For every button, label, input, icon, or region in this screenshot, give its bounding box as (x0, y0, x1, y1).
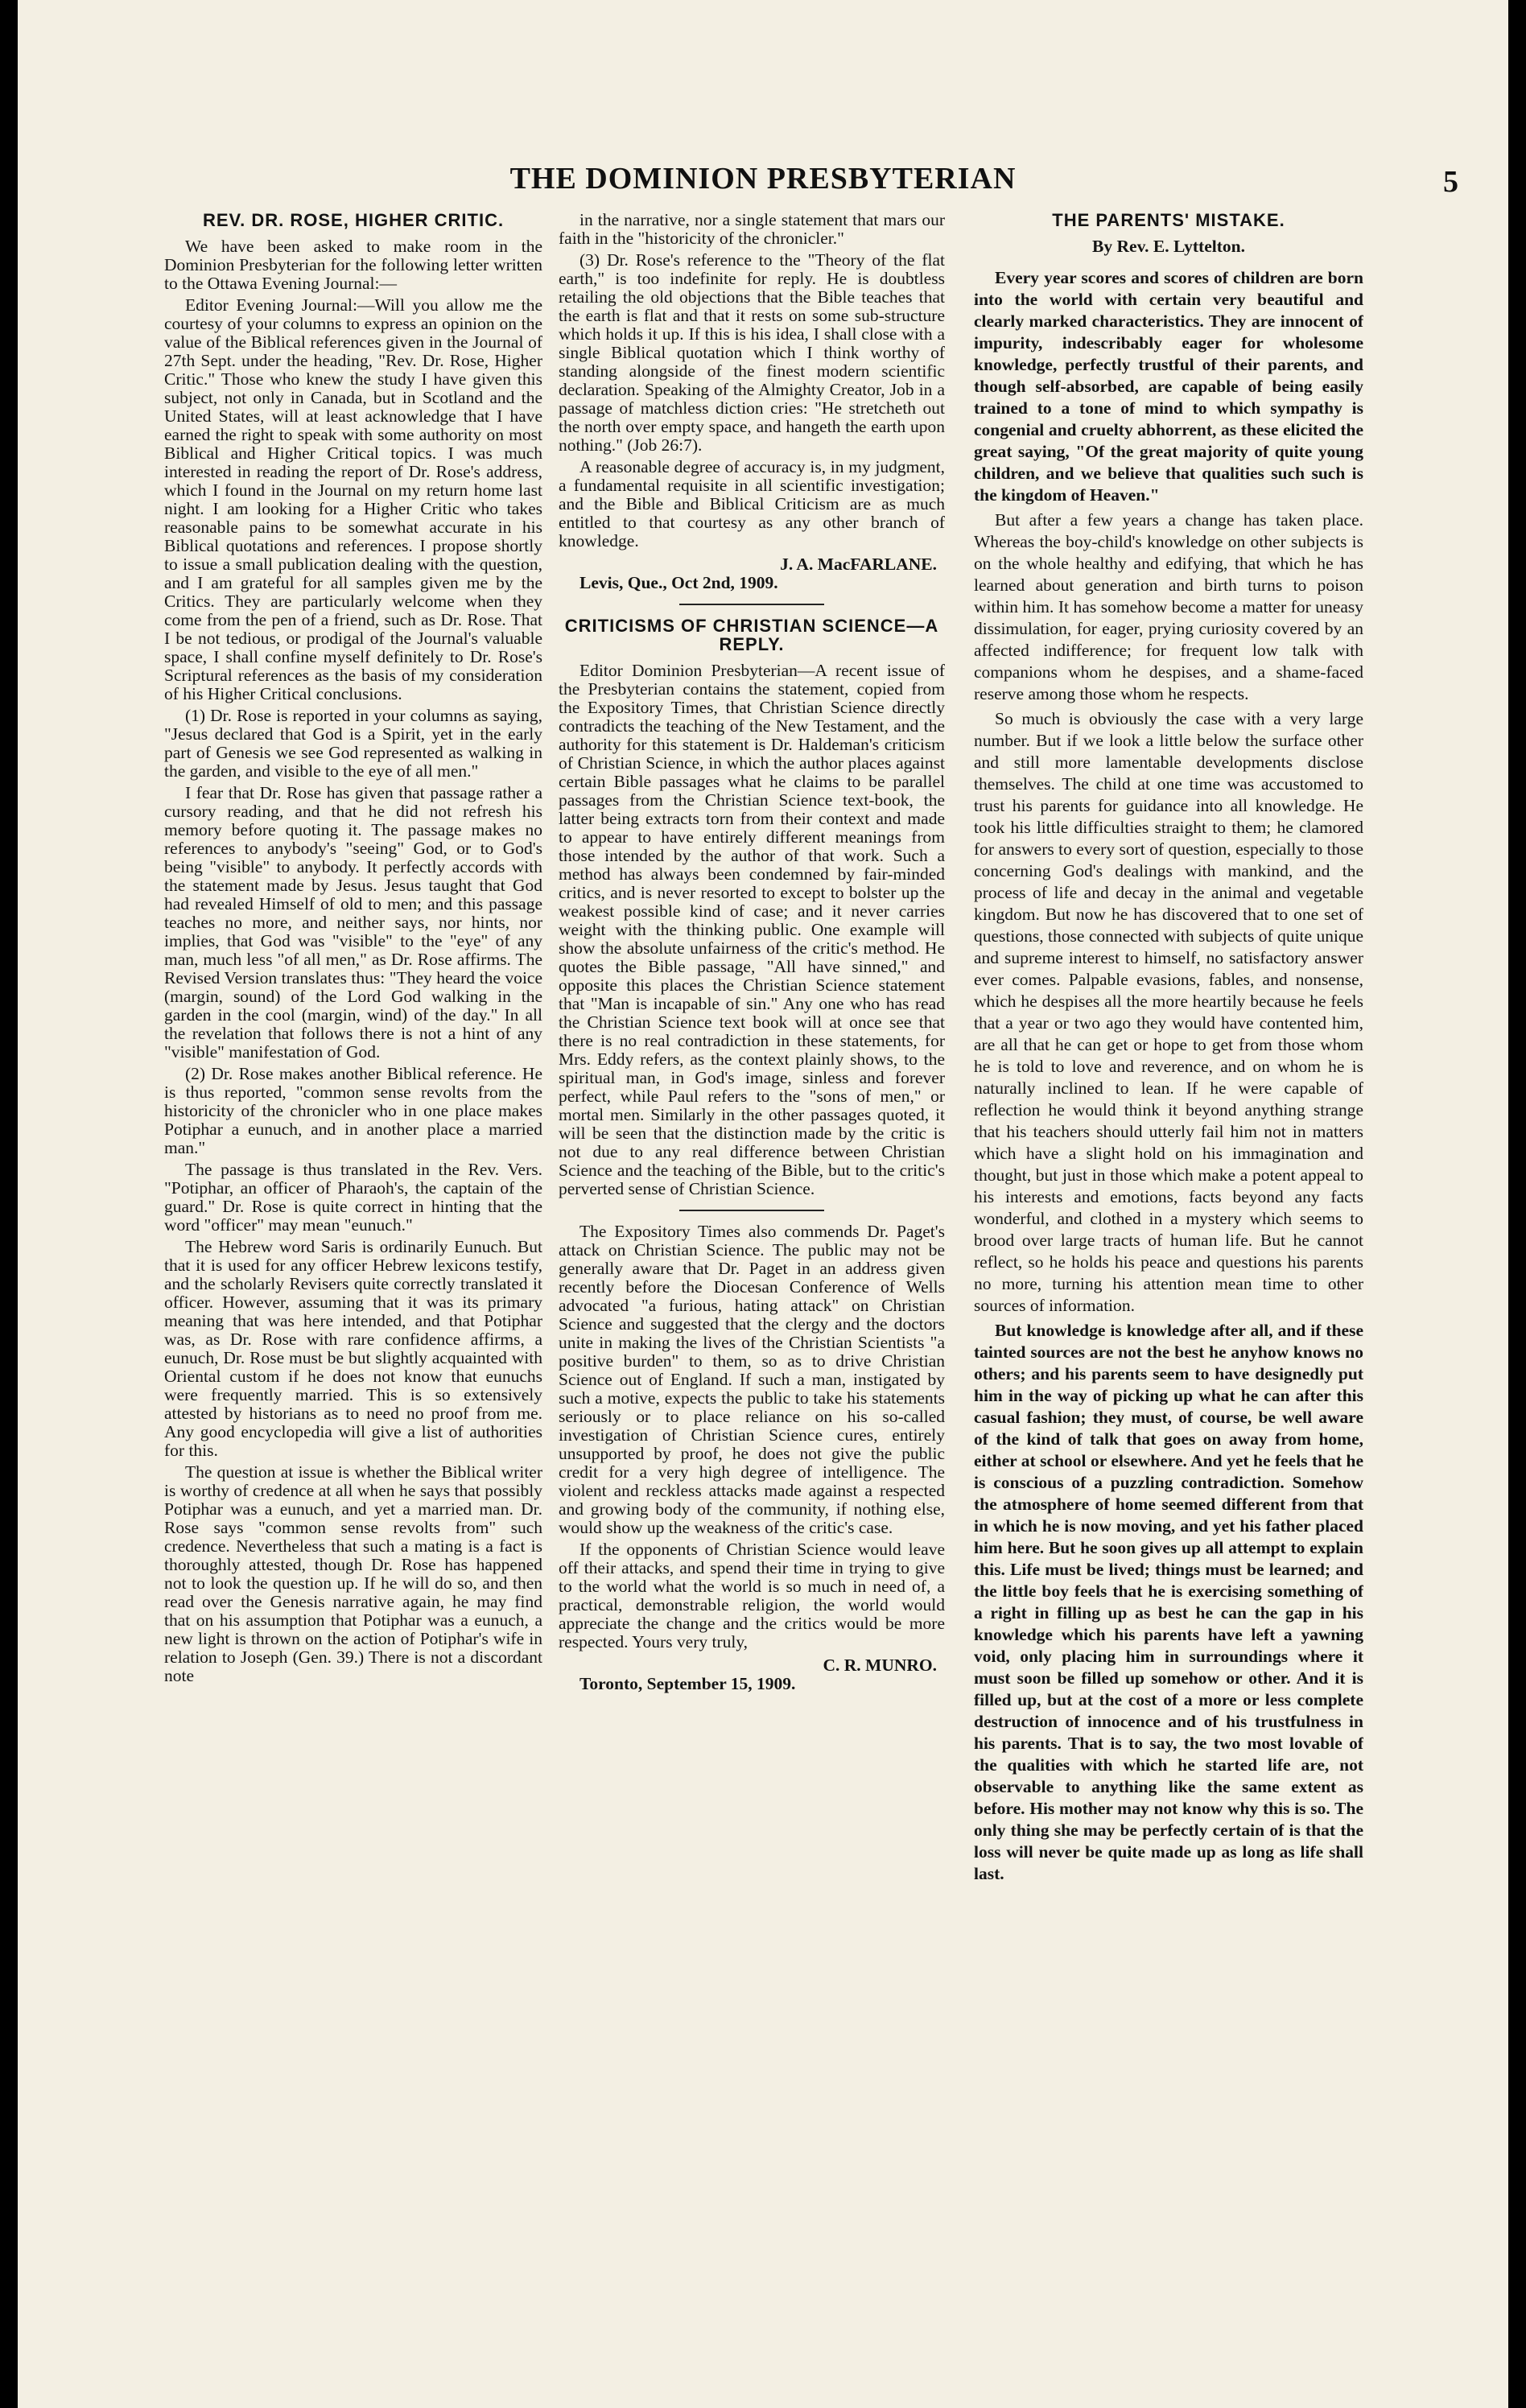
signature-macfarlane: J. A. MacFARLANE. (780, 555, 937, 574)
article-heading-parents-mistake: THE PARENTS' MISTAKE. (1052, 211, 1285, 230)
paragraph: I fear that Dr. Rose has given that passage rather a cursory reading, and that he did not refresh his memory before quoting it. The passage makes no references to anybody's "seeing" God, or to God's being "visible" to anybody. It perfectly accords with the statement made by Jesus. Jesus taught that God had revealed Himself of old to men; and this passage teaches no more, and neither says, nor hints, nor implies, that God was "visible" to the "eye" of any man, much less "of all men," as Dr. Rose affirms. The Revised Version translates thus: "They heard the voice (margin, sound) of the Lord God walking in the garden in the cool (margin, wind) of the day." In all the revelation that follows there is not a hint of any "visible" manifestation of God. (164, 783, 542, 1062)
dateline-levis: Levis, Que., Oct 2nd, 1909. (579, 573, 778, 592)
masthead: THE DOMINION PRESBYTERIAN (509, 162, 1017, 196)
paragraph: (2) Dr. Rose makes another Biblical reference. He is thus reported, "common sense revolts from the historicity of the chronicler who in one place makes Potiphar a eunuch, and in another place a married man." (164, 1064, 542, 1157)
paragraph: Editor Evening Journal:—Will you allow me the courtesy of your columns to express an opinion on the value of the Biblical references given in the Journal of 27th Sept. under the heading, "Rev. Dr. Rose, Higher Critic." Those who knew the study I have given this subject, not only in Canada, but in Scotland and the United States, will at least acknowledge that I have earned the right to speak with some authority on most Biblical and Higher Critical topics. I was much interested in reading the report of Dr. Rose's address, which I found in the Journal on my return home last night. I am looking for a Higher Critic who takes reasonable pains to be somewhat accurate in his Biblical quotations and references. I propose shortly to issue a small publication dealing with the question, and I am grateful for all samples given me by the Critics. They are particularly welcome when they come from the pen of a friend, such as Dr. Rose. That I be not tedious, or prodigal of the Journal's valuable space, I shall confine myself definitely to Dr. Rose's Scriptural references as the basis of my consideration of his Higher Critical conclusions. (164, 295, 542, 703)
paragraph: Every year scores and scores of children are born into the world with certain very beautiful and clearly marked characteristics. They are innocent of impurity, indescribably eager for wholesome knowledge, perfectly trustful of their parents, and though self-absorbed, are capable of being easily trained to a tone of mind to which sympathy is congenial and cruelty abhorrent, as these elicited the great saying, "Of the great majority of quite young children, and we believe that qualities such such is the kingdom of Heaven." (974, 268, 1363, 505)
newspaper-page (18, 0, 1508, 2408)
paragraph: The question at issue is whether the Biblical writer is worthy of credence at all when he says that possibly Potiphar was a eunuch, and yet a married man. Dr. Rose says "common sense revolts from" such credence. Nevertheless that such a mating is a fact is thoroughly attested, though Dr. Rose has happened not to look the question up. If he will do so, and then read over the Genesis narrative again, he may find that on his assumption that Potiphar was a eunuch, a new light is thrown on the action of Potiphar's wife in relation to Joseph (Gen. 39.) There is not a discordant note (164, 1462, 542, 1685)
byline: By Rev. E. Lyttelton. (1092, 237, 1245, 256)
paragraph: If the opponents of Christian Science would leave off their attacks, and spend their time in trying to give to the world what the world is so much in need of, a practical, demonstrable religion, the world would appreciate the change and the critics would be more respected. Yours very truly, (559, 1540, 945, 1651)
paragraph: in the narrative, nor a single statement that mars our faith in the "historicity of the chronicler." (559, 211, 945, 248)
article-heading-christian-science: CRITICISMS OF CHRISTIAN SCIENCE—A REPLY. (564, 616, 939, 654)
paragraph: We have been asked to make room in the Dominion Presbyterian for the following letter written to the Ottawa Evening Journal:— (164, 237, 542, 293)
section-divider (679, 604, 824, 605)
column-2 (559, 211, 945, 2384)
paragraph: (1) Dr. Rose is reported in your columns as saying, "Jesus declared that God is a Spirit, yet in the early part of Genesis we see God represented as walking in the garden, and visible to the eye of all men." (164, 706, 542, 781)
paragraph: A reasonable degree of accuracy is, in my judgment, a fundamental requisite in all scientific investigation; and the Bible and Biblical Criticism are as much entitled to that courtesy as any other branch of knowledge. (559, 457, 945, 550)
paragraph: The Expository Times also commends Dr. Paget's attack on Christian Science. The public may not be generally aware that Dr. Paget in an address given recently before the Diocesan Conference of Wells advocated "a furious, hating attack" on Christian Science and suggested that the clergy and the doctors unite in making the lives of the Christian Scientists "a positive burden" to them, so as to drive Christian Science out of England. If such a man, instigated by such a motive, expects the public to take his statements seriously or to place reliance on his so-called investigation of Christian Science cures, entirely unsupported by proof, he does not give the public credit for a very high degree of intelligence. The violent and reckless attacks made against a respected and growing body of the community, if nothing else, would show up the weakness of the critic's case. (559, 1222, 945, 1537)
paragraph: So much is obviously the case with a very large number. But if we look a little below the surface other and still more lamentable developments disclose themselves. The child at one time was accustomed to trust his parents for guidance into all knowledge. He took his little difficulties straight to them; he clamored for answers to every sort of question, especially to those concerning God's dealings with mankind, and the process of life and decay in the animal and vegetable kingdom. But now he has discovered that to one set of questions, those connected with subjects of quite unique and supreme interest to himself, no satisfactory answer ever comes. Palpable evasions, fables, and nonsense, which he despises all the more heartily because he feels that a year or two ago they would have contented him, are all that he can get or hope to get from those whom he is told to love and reverence, and on whom he is naturally inclined to lean. If he were capable of reflection he would think it beyond anything strange that his teachers should utterly fail him not in matters which have a slight hold on his immagination and thought, but just in those which make a potent appeal to his interests and emotions, facts beyond any facts wonderful, and clothed in a mystery which seems to brood over large tracts of human life. But he cannot reflect, so he holds his peace and questions his parents no more, turning his attention mean time to other sources of information. (974, 709, 1363, 1315)
paragraph: But after a few years a change has taken place. Whereas the boy-child's knowledge on other subjects is on the whole healthy and edifying, that which he has learned about generation and birth turns to poison within him. It has somehow become a matter for uneasy dissimulation, for eager, prying curiosity covered by an affected indifference; for frequent low talk with companions whom he despises, and a shame-faced reserve among those whom he respects. (974, 510, 1363, 703)
section-divider (679, 1210, 824, 1211)
article-heading-rose: REV. DR. ROSE, HIGHER CRITIC. (202, 211, 505, 230)
paragraph: The passage is thus translated in the Rev. Vers. "Potiphar, an officer of Pharaoh's, the captain of the guard." Dr. Rose is quite correct in hinting that the word "officer" may mean "eunuch." (164, 1160, 542, 1235)
paragraph: The Hebrew word Saris is ordinarily Eunuch. But that it is used for any officer Hebrew lexicons testify, and the scholarly Revisers quite correctly translated it officer. However, assuming that it was its primary meaning that was here intended, and that Potiphar was, as Dr. Rose with rare confidence affirms, a eunuch, Dr. Rose must be but slightly acquainted with Oriental custom if he does not know that eunuchs were frequently married. This is so extensively attested by historians as to need no proof from me. Any good encyclopedia will give a list of authorities for this. (164, 1237, 542, 1460)
paragraph: (3) Dr. Rose's reference to the "Theory of the flat earth," is too indefinite for reply. He is doubtless retailing the old objections that the Bible teaches that the earth is flat and that it rests on some sub-structure which holds it up. If this is his idea, I shall close with a single Biblical quotation which I think worthy of standing alongside of the finest modern scientific declaration. Speaking of the Almighty Creator, Job in a passage of matchless diction cries: "He stretcheth out the north over empty space, and hangeth the earth upon nothing." (Job 26:7). (559, 250, 945, 455)
column-3 (974, 211, 1363, 2384)
paragraph: Editor Dominion Presbyterian—A recent issue of the Presbyterian contains the statement, copied from the Expository Times, that Christian Science directly contradicts the teaching of the New Testament, and the authority for this statement is Dr. Haldeman's criticism of Christian Science, in which the author places against certain Bible passages what he claims to be parallel passages from the Christian Science text-book, the latter being extracts torn from their context and made to appear to have entirely different meanings from those intended by the author of that work. Such a method has always been condemned by fair-minded critics, and is never resorted to except to bolster up the weakest possible kind of case; and it never carries weight with the thinking public. One example will show the absolute unfairness of the critic's method. He quotes the Bible passage, "All have sinned," and opposite this places the Christian Science statement that "Man is incapable of sin." Any one who has read the Christian Science text book will at once see that there is no real contradiction in these statements, for Mrs. Eddy refers, as the context plainly shows, to the spiritual man, in God's image, sinless and forever perfect, while Paul refers to the "sons of men," or mortal men. Similarly in the other passages quoted, it will be seen that the distinction made by the critic is not due to any real difference between Christian Science and the teaching of the Bible, but to the critic's perverted sense of Christian Science. (559, 661, 945, 1198)
signature-munro: C. R. MUNRO. (823, 1656, 937, 1675)
paragraph: But knowledge is knowledge after all, and if these tainted sources are not the best he anyhow knows no others; and his parents seem to have designedly put him in the way of picking up what he can after this casual fashion; they must, of course, be well aware of the kind of talk that goes on away from home, either at school or elsewhere. And yet he feels that he is conscious of a puzzling contradiction. Somehow the atmosphere of home seemed different from that in which he is now moving, and yet his father placed him here. But he soon gives up all attempt to explain this. Life must be lived; things must be learned; and the little boy feels that he is exercising something of a right in filling up as best he can the gap in his knowledge which his parents have left a yawning void, only placing him in surroundings where it must soon be filled up somehow or other. And it is filled up, but at the cost of a more or less complete destruction of innocence and of his trustfulness in his parents. That is to say, the two most lovable of the qualities with which he started life are, not observable to anything like the same extent as before. His mother may not know why this is so. The only thing she may be perfectly certain of is that the loss will never be quite made up as long as life shall last. (974, 1321, 1363, 1883)
column-1 (164, 211, 542, 2384)
page-number: 5 (1443, 165, 1458, 199)
dateline-toronto: Toronto, September 15, 1909. (579, 1674, 796, 1693)
